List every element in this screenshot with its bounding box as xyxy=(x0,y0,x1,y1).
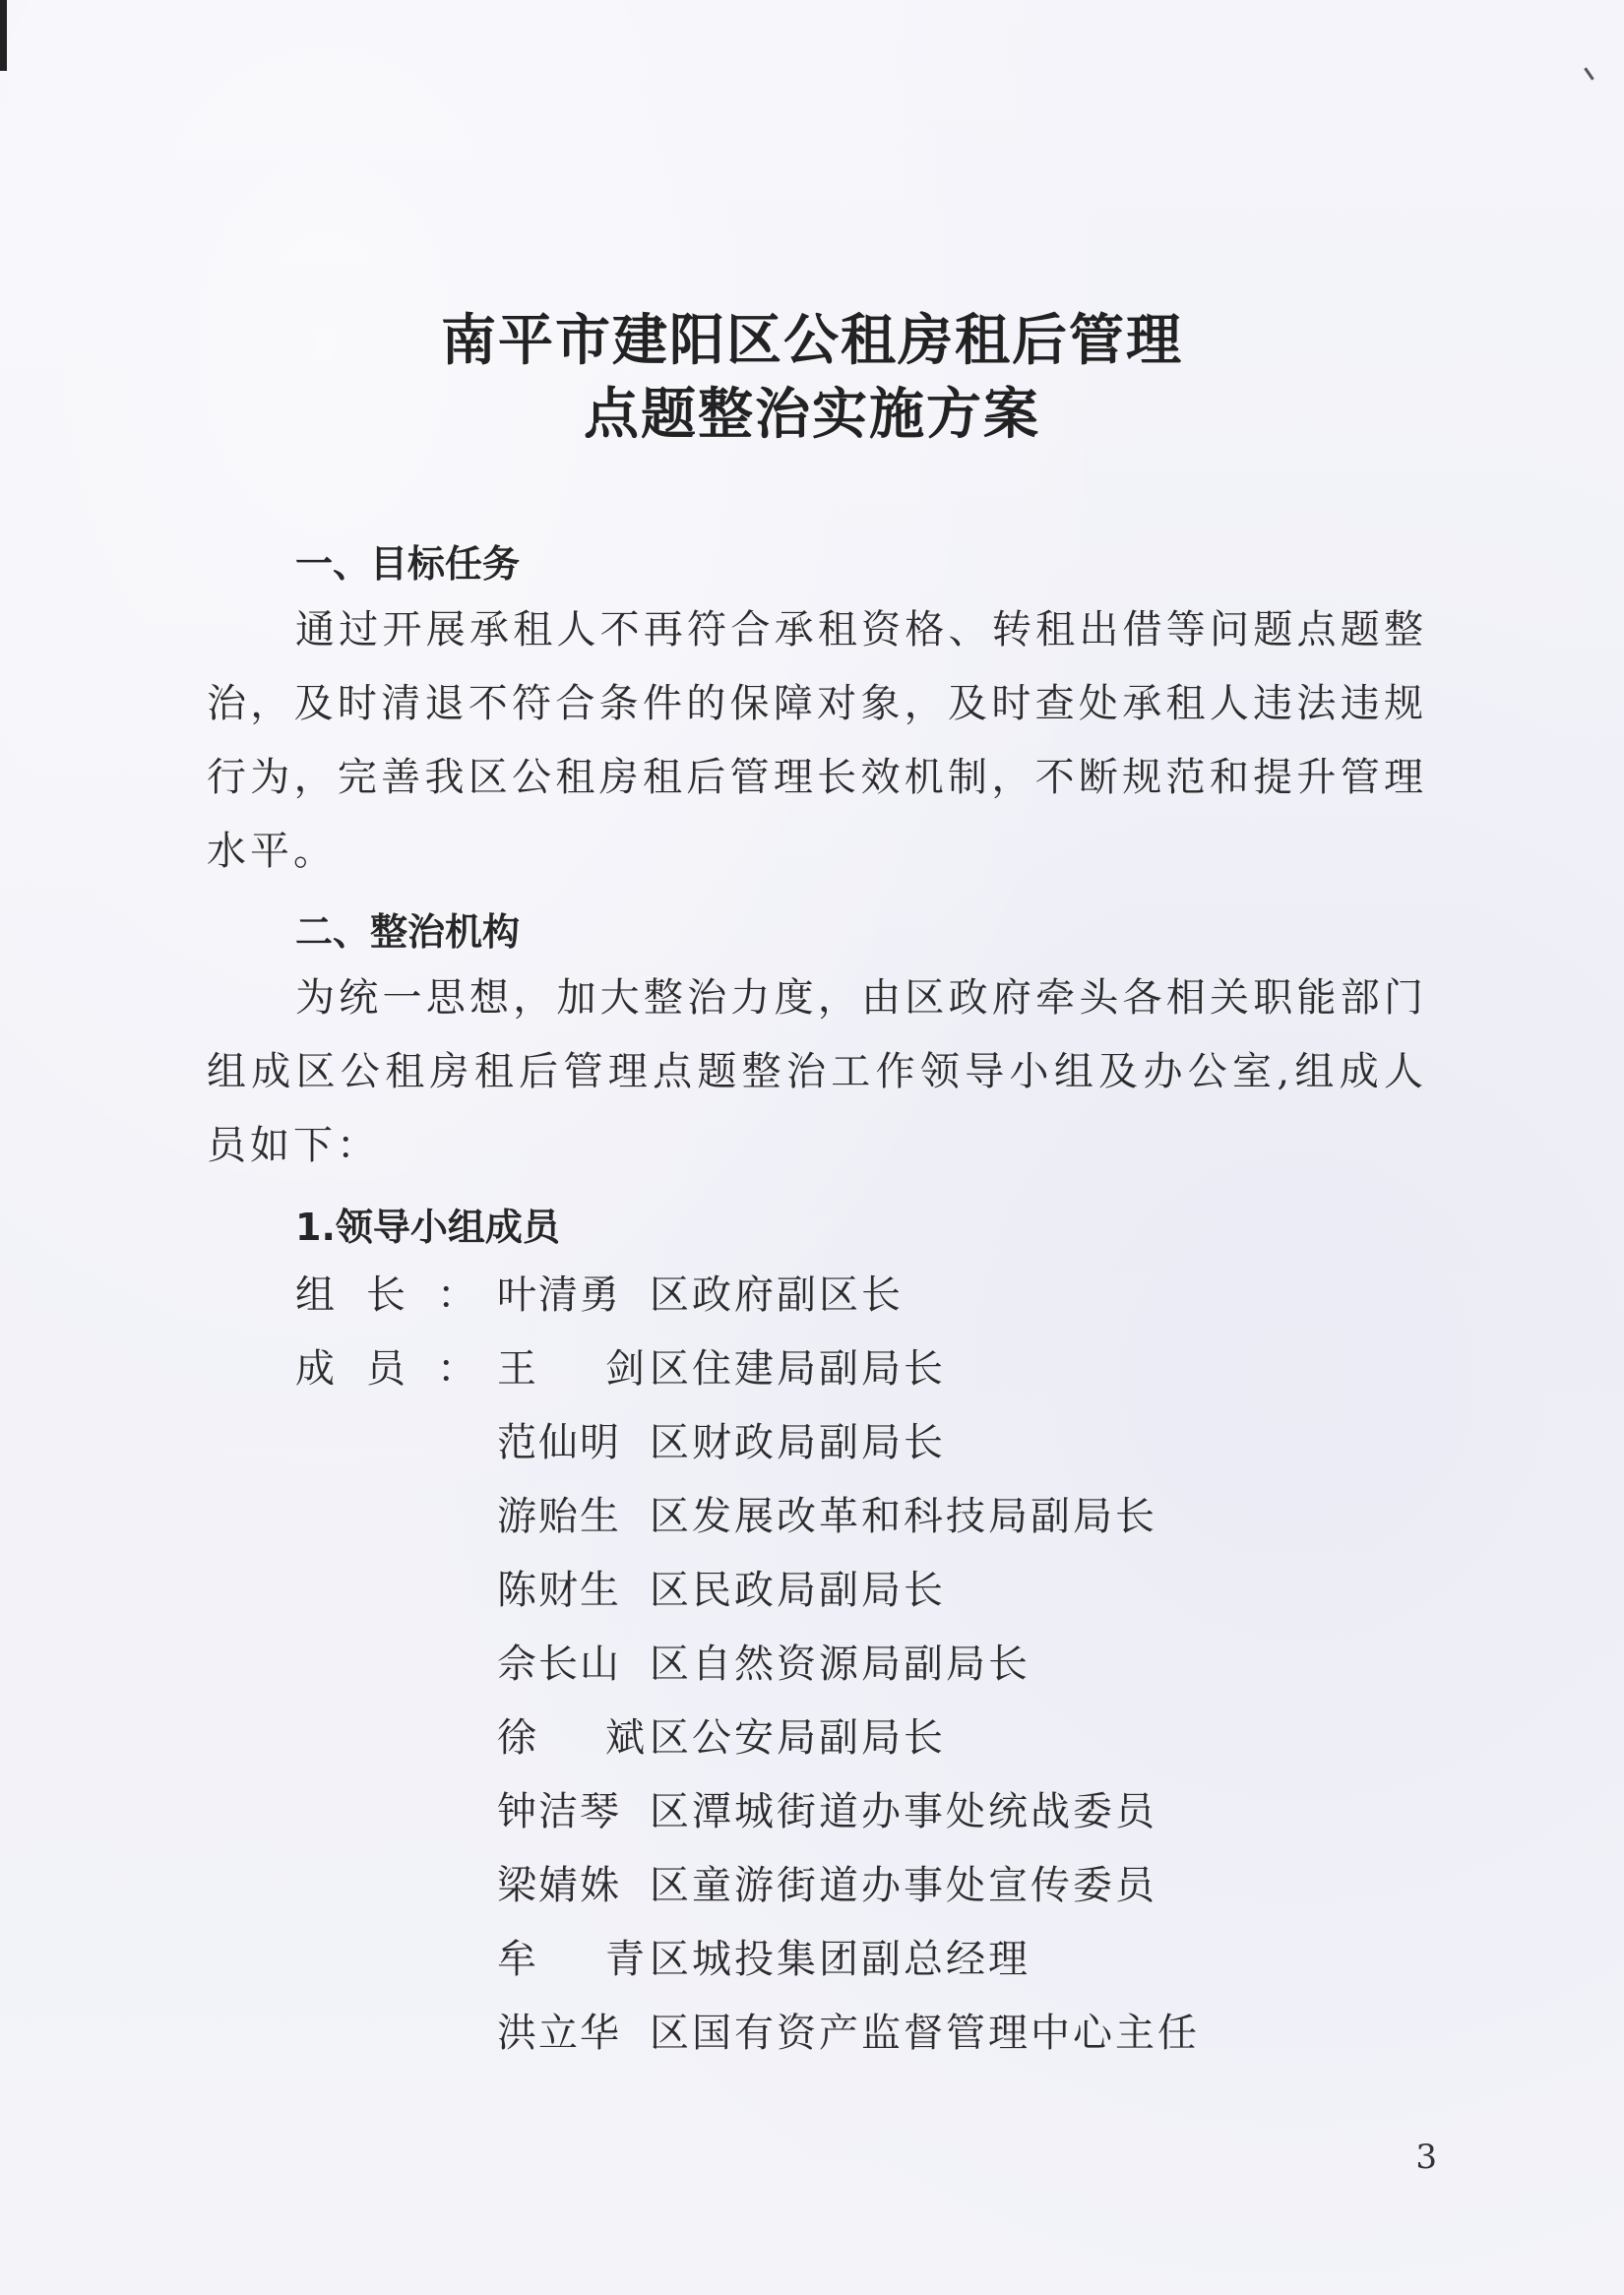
section-heading-goals: 一、目标任务 xyxy=(295,542,521,586)
member-title: 区财政局副局长 xyxy=(650,1420,946,1465)
member-name: 洪立华 xyxy=(497,2011,621,2056)
member-name: 叶清勇 xyxy=(497,1272,621,1318)
member-name: 牟青 xyxy=(497,1937,714,1982)
member-name: 钟洁琴 xyxy=(497,1789,621,1834)
member-name: 王剑 xyxy=(497,1346,714,1392)
member-role: 组长： xyxy=(295,1272,508,1318)
member-role: 成员： xyxy=(295,1346,508,1392)
member-title: 区发展改革和科技局副局长 xyxy=(650,1494,1157,1539)
member-name: 梁婧姝 xyxy=(497,1863,621,1908)
member-title: 区政府副区长 xyxy=(650,1272,904,1318)
subsection-heading-leadership-group: 1.领导小组成员 xyxy=(295,1206,560,1249)
member-name: 范仙明 xyxy=(497,1420,621,1465)
member-name: 游贻生 xyxy=(497,1494,621,1539)
member-name: 陈财生 xyxy=(497,1568,621,1613)
section-heading-organization: 二、整治机构 xyxy=(295,910,521,954)
document-title-line-2: 点题整治实施方案 xyxy=(584,382,1040,447)
document-title-line-1: 南平市建阳区公租房租后管理 xyxy=(441,308,1183,373)
member-title: 区童游街道办事处宣传委员 xyxy=(650,1863,1157,1908)
member-title: 区潭城街道办事处统战委员 xyxy=(650,1789,1157,1834)
member-name: 佘长山 xyxy=(497,1642,621,1687)
member-title: 区公安局副局长 xyxy=(650,1715,946,1761)
member-title: 区住建局副局长 xyxy=(650,1346,946,1392)
scan-edge-mark xyxy=(0,0,7,71)
section-body-organization: 为统一思想，加大整治力度，由区政府牵头各相关职能部门组成区公租房租后管理点题整治工作领导小组及办公室,组成人员如下： xyxy=(207,975,1427,1168)
member-title: 区自然资源局副局长 xyxy=(650,1642,1031,1687)
section-body-goals: 通过开展承租人不再符合承租资格、转租出借等问题点题整治，及时清退不符合条件的保障对象，及时查处承租人违法违规行为，完善我区公租房租后管理长效机制，不断规范和提升管理水平。 xyxy=(207,607,1427,874)
page-number: 3 xyxy=(1415,2138,1437,2177)
member-title: 区城投集团副总经理 xyxy=(650,1937,1031,1982)
member-title: 区国有资产监督管理中心主任 xyxy=(650,2011,1200,2056)
member-name: 徐斌 xyxy=(497,1715,714,1761)
member-title: 区民政局副局长 xyxy=(650,1568,946,1613)
scan-corner-mark xyxy=(1584,67,1593,80)
